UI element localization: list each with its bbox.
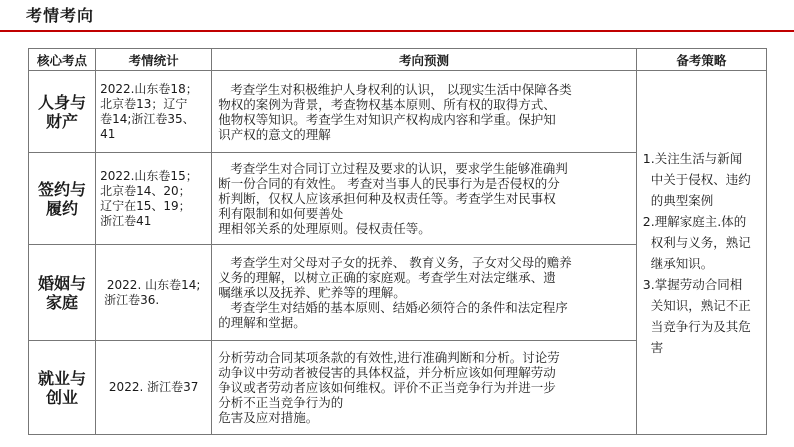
table-row xyxy=(29,71,767,153)
stats-cell: 2022. 山东卷14; 浙江卷36. xyxy=(96,245,212,341)
topic-cell: 人身与 财产 xyxy=(29,71,96,153)
column-header-core-topic: 核心考点 xyxy=(29,49,96,71)
section-title: 考情考向 xyxy=(26,6,95,25)
column-header-strategy: 备考策略 xyxy=(636,49,766,71)
title-divider xyxy=(0,30,794,32)
column-header-prediction: 考向预测 xyxy=(212,49,637,71)
prediction-cell: 考查学生对合同订立过程及要求的认识，要求学生能够准确判 断一份合同的有效性。 考查对当事人的民事行为是否侵权的分 析判断，仅权人应该承担何种及权责任等。考查学生对民事权 利有限制和如何要善处 理相邻关系的处理原则。侵权责任等。 xyxy=(212,153,637,245)
stats-cell: 2022.山东卷18； 北京卷13；辽宁 卷14;浙江卷35、 41 xyxy=(96,71,212,153)
prediction-cell: 考查学生对积极维护人身权利的认识， 以现实生活中保障各类 物权的案例为背景，考查物权基本原则、所有权的取得方式、 他物权等知识。考查学生对知识产权构成内容和学重。保护知 识产权的意文的理解 xyxy=(212,71,637,153)
topic-cell: 婚姻与 家庭 xyxy=(29,245,96,341)
strategy-cell: 1.关注生活与新闻 中关于侵权、违约 的典型案例 2.理解家庭主.体的 权利与义务，熟记 继承知识。 3.掌握劳动合同相 关知识，熟记不正 当竞争行为及其危 害 xyxy=(636,71,766,435)
exam-analysis-table xyxy=(28,48,767,435)
stats-cell: 2022. 浙江卷37 xyxy=(96,341,212,435)
table-header-row xyxy=(29,49,767,71)
stats-cell: 2022.山东卷15； 北京卷14、20； 辽宁在15、19； 浙江卷41 xyxy=(96,153,212,245)
column-header-exam-stats: 考情统计 xyxy=(96,49,212,71)
prediction-cell: 分析劳动合同某项条款的有效性,进行准确判断和分析。讨论劳 动争议中劳动者被侵害的具体权益，并分析应该如何理解劳动 争议或者劳动者应该如何维权。评价不正当竞争行为并进一步 分析不正当竞争行为的 危害及应对措施。 xyxy=(212,341,637,435)
prediction-cell: 考查学生对父母对子女的抚养、 教育义务，子女对父母的赡养 义务的理解，以树立正确的家庭观。考查学生对法定继承、遗 嘱继承以及抚养、贮养等的理解。 考查学生对结婚的基本原则、结婚必须符合的条件和法定程序 的理解和堂据。 xyxy=(212,245,637,341)
topic-cell: 签约与 履约 xyxy=(29,153,96,245)
topic-cell: 就业与 创业 xyxy=(29,341,96,435)
